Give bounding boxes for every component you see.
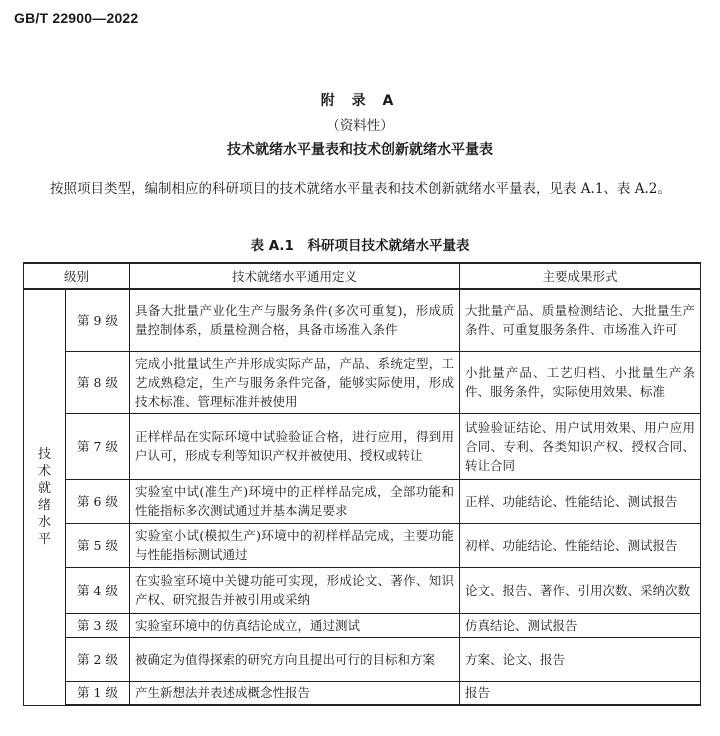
level-cell: 第 7 级	[66, 413, 130, 479]
table-row	[24, 289, 701, 351]
trl-table	[23, 262, 701, 706]
level-cell: 第 9 级	[66, 289, 130, 351]
column-header-level: 级别	[24, 263, 130, 289]
table-caption: 表 A.1 科研项目技术就绪水平量表	[250, 238, 470, 254]
table-row	[24, 681, 701, 705]
definition-cell: 具备大批量产业化生产与服务条件(多次可重复)，形成质量控制体系，质量检测合格，具备市场准入条件	[130, 289, 460, 351]
outputs-cell: 仿真结论、测试报告	[460, 613, 701, 637]
outputs-cell: 论文、报告、著作、引用次数、采纳次数	[460, 567, 701, 613]
header-row	[24, 263, 701, 289]
table-row	[24, 351, 701, 413]
outputs-cell: 小批量产品、工艺归档、小批量生产条件、服务条件，实际使用效果、标准	[460, 351, 701, 413]
annex-type: （资料性）	[326, 118, 394, 134]
outputs-cell: 报告	[460, 681, 701, 705]
definition-cell: 被确定为值得探索的研究方向且提出可行的目标和方案	[130, 637, 460, 681]
definition-cell: 实验室环境中的仿真结论成立，通过测试	[130, 613, 460, 637]
column-header-definition: 技术就绪水平通用定义	[130, 263, 460, 289]
table-row	[24, 523, 701, 567]
table-body	[24, 289, 701, 705]
table-header	[24, 263, 701, 289]
level-cell: 第 5 级	[66, 523, 130, 567]
intro-paragraph: 按照项目类型，编制相应的科研项目的技术就绪水平量表和技术创新就绪水平量表，见表 A.1、表 A.2。	[50, 181, 671, 197]
group-label: 技术就绪水平	[37, 447, 51, 548]
annex-title: 附 录 A	[320, 93, 400, 109]
annex-heading: 技术就绪水平量表和技术创新就绪水平量表	[227, 142, 493, 158]
table-row	[24, 613, 701, 637]
definition-cell: 实验室小试(模拟生产)环境中的初样样品完成，主要功能与性能指标测试通过	[130, 523, 460, 567]
level-cell: 第 2 级	[66, 637, 130, 681]
level-cell: 第 1 级	[66, 681, 130, 705]
definition-cell: 产生新想法并表述成概念性报告	[130, 681, 460, 705]
outputs-cell: 试验验证结论、用户试用效果、用户应用合同、专利、各类知识产权、授权合同、转让合同	[460, 413, 701, 479]
outputs-cell: 大批量产品、质量检测结论、大批量生产条件、可重复服务条件、市场准入许可	[460, 289, 701, 351]
column-header-outputs: 主要成果形式	[460, 263, 701, 289]
level-cell: 第 3 级	[66, 613, 130, 637]
outputs-cell: 初样、功能结论、性能结论、测试报告	[460, 523, 701, 567]
table-row	[24, 413, 701, 479]
level-cell: 第 6 级	[66, 479, 130, 523]
outputs-cell: 正样、功能结论、性能结论、测试报告	[460, 479, 701, 523]
definition-cell: 在实验室环境中关键功能可实现，形成论文、著作、知识产权、研究报告并被引用或采纳	[130, 567, 460, 613]
table-row	[24, 567, 701, 613]
table-row	[24, 479, 701, 523]
outputs-cell: 方案、论文、报告	[460, 637, 701, 681]
level-cell: 第 4 级	[66, 567, 130, 613]
standard-code: GB/T 22900—2022	[14, 10, 139, 26]
definition-cell: 正样样品在实际环境中试验验证合格，进行应用，得到用户认可，形成专利等知识产权并被使用、授权或转让	[130, 413, 460, 479]
group-label-cell	[24, 289, 66, 705]
definition-cell: 实验室中试(准生产)环境中的正样样品完成，全部功能和性能指标多次测试通过并基本满足要求	[130, 479, 460, 523]
table-row	[24, 637, 701, 681]
level-cell: 第 8 级	[66, 351, 130, 413]
definition-cell: 完成小批量试生产并形成实际产品，产品、系统定型，工艺成熟稳定，生产与服务条件完备，能够实际使用，形成技术标准、管理标准并被使用	[130, 351, 460, 413]
